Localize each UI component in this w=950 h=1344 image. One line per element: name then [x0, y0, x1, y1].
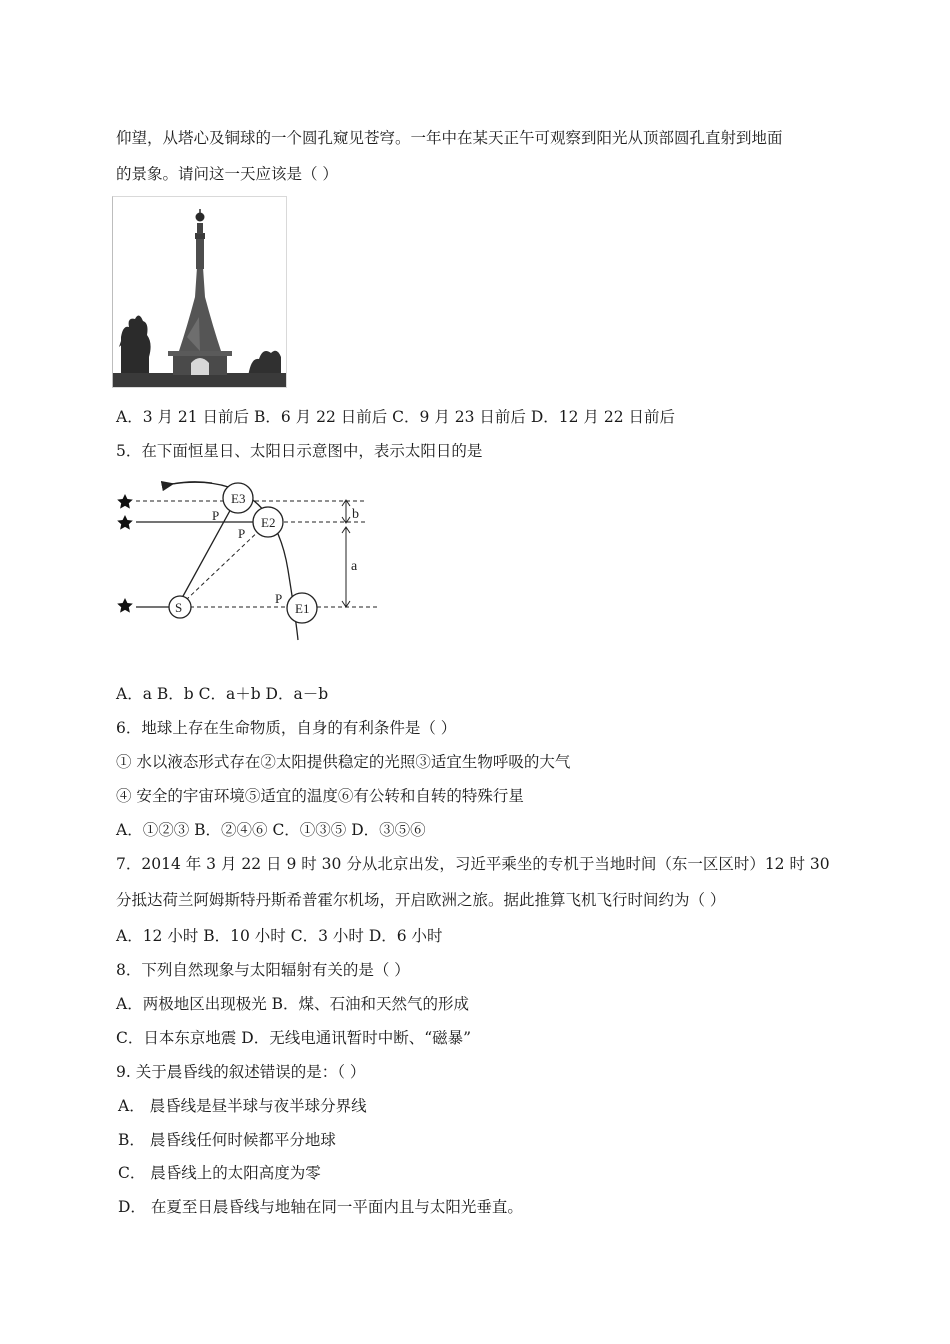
q7-line-1: 7．2014 年 3 月 22 日 9 时 30 分从北京出发，习近平乘坐的专机于当地时间（东一区区时）12 时 30 — [116, 855, 830, 873]
q4-options: A．3 月 21 日前后 B．6 月 22 日前后 C．9 月 23 日前后 D．12 月 22 日前后 — [116, 408, 675, 426]
q8-line-1: A．两极地区出现极光 B．煤、石油和天然气的形成 — [116, 995, 470, 1013]
q9-option-c: C． 晨昏线上的太阳高度为零 — [118, 1164, 321, 1182]
q9-option-a: A． 晨昏线是昼半球与夜半球分界线 — [118, 1097, 367, 1115]
star-icon — [117, 515, 133, 530]
label-b: b — [352, 507, 359, 522]
sidereal-solar-day-diagram — [112, 470, 392, 648]
q6-line-2: ④ 安全的宇宙环境⑤适宜的温度⑥有公转和自转的特殊行星 — [116, 787, 524, 805]
q9-option-d: D． 在夏至日晨昏线与地轴在同一平面内且与太阳光垂直。 — [118, 1198, 523, 1216]
label-p2: P — [238, 526, 246, 541]
label-e1: E1 — [295, 601, 310, 616]
q9-option-b: B． 晨昏线任何时候都平分地球 — [118, 1131, 336, 1149]
q4-text-line-2: 的景象。请问这一天应该是（ ） — [116, 165, 338, 183]
q6-line-1: ① 水以液态形式存在②太阳提供稳定的光照③适宜生物呼吸的大气 — [116, 753, 571, 771]
q5-options: A．a B．b C．a＋b D．a－b — [116, 685, 329, 703]
q6-options: A．①②③ B．②④⑥ C．①③⑤ D．③⑤⑥ — [116, 821, 426, 839]
tower-photo — [112, 196, 287, 388]
q7-line-2: 分抵达荷兰阿姆斯特丹斯希普霍尔机场，开启欧洲之旅。据此推算飞机飞行时间约为（ ） — [116, 891, 726, 909]
q7-options: A．12 小时 B．10 小时 C．3 小时 D．6 小时 — [116, 927, 443, 945]
q9-stem: 9. 关于晨昏线的叙述错误的是：（ ） — [116, 1063, 366, 1081]
label-p1: P — [275, 591, 283, 606]
q5-stem: 5．在下面恒星日、太阳日示意图中，表示太阳日的是 — [116, 442, 483, 460]
label-e3: E3 — [231, 491, 246, 506]
star-icon — [117, 598, 133, 613]
label-s: S — [175, 600, 183, 615]
tower-illustration — [113, 197, 286, 387]
star-icon — [117, 494, 133, 509]
label-a: a — [351, 559, 358, 574]
q4-text-line-1: 仰望，从塔心及铜球的一个圆孔窥见苍穹。一年中在某天正午可观察到阳光从顶部圆孔直射到地面 — [116, 129, 783, 147]
q8-line-2: C．日本东京地震 D．无线电通讯暂时中断、“磁暴” — [116, 1029, 472, 1047]
label-p3: P — [212, 508, 220, 523]
q6-stem: 6．地球上存在生命物质，自身的有利条件是（ ） — [116, 719, 457, 737]
label-e2: E2 — [261, 515, 276, 530]
q8-stem: 8．下列自然现象与太阳辐射有关的是（ ） — [116, 961, 410, 979]
